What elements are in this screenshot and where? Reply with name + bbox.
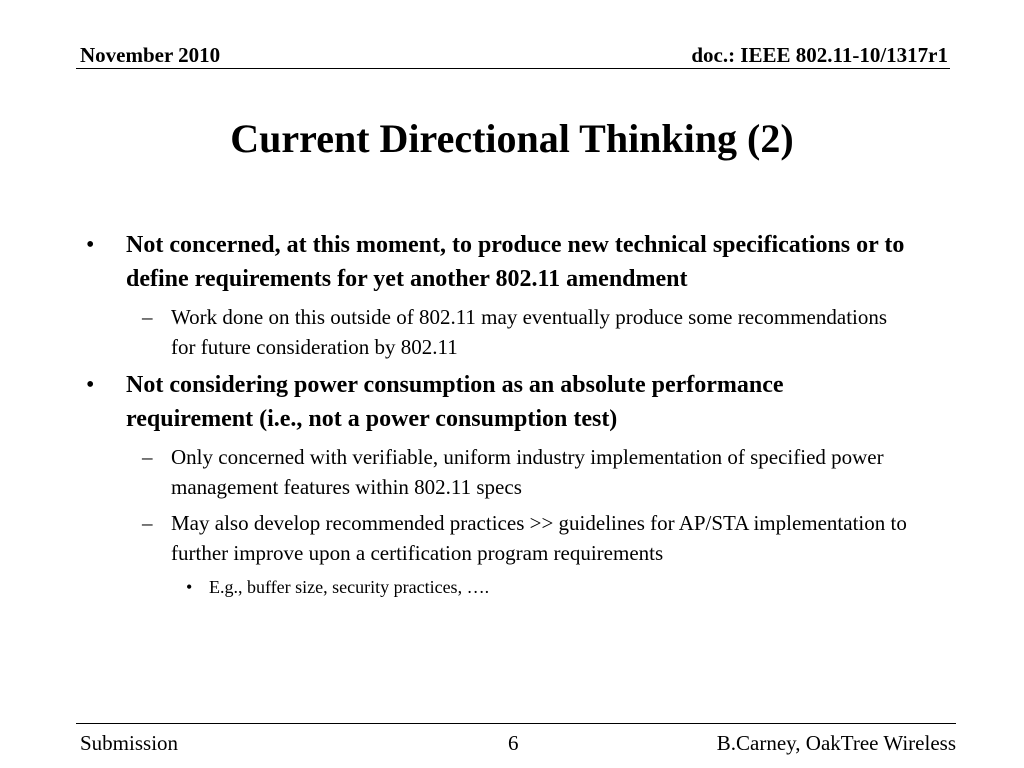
header-divider: [76, 68, 950, 69]
sub-sub-bullet-item: [186, 574, 916, 600]
sub-bullet-text: Only concerned with verifiable, uniform industry implementation of specified power management features within 802.11 specs: [171, 445, 884, 499]
sub-sub-bullet-text: E.g., buffer size, security practices, ….: [209, 577, 490, 597]
sub-bullet-item: [128, 302, 916, 362]
header-date: November 2010: [80, 43, 221, 67]
slide-body: [86, 228, 916, 600]
sub-bullet-text: May also develop recommended practices >> guidelines for AP/STA implementation to further improve upon a certification program requirements: [171, 511, 907, 565]
sub-sub-bullet-marker: •: [186, 577, 193, 597]
bullet-text: Not considering power consumption as an absolute performance requirement (i.e., not a power consumption test): [126, 372, 784, 432]
sub-bullet-text: Work done on this outside of 802.11 may eventually produce some recommendations for future consideration by 802.11: [171, 305, 888, 359]
footer-page-number: 6: [508, 731, 519, 755]
slide-title: Current Directional Thinking (2): [230, 116, 794, 161]
footer-author: B.Carney, OakTree Wireless: [716, 731, 956, 755]
footer-divider: [76, 723, 956, 724]
header-doc-id: doc.: IEEE 802.11-10/1317r1: [691, 43, 948, 67]
bullet-item: [86, 368, 916, 436]
sub-bullet-marker: –: [142, 445, 153, 469]
sub-bullet-marker: –: [142, 511, 153, 535]
bullet-marker: •: [86, 232, 95, 258]
sub-bullet-item: [128, 442, 916, 502]
bullet-item: [86, 228, 916, 296]
bullet-marker: •: [86, 372, 95, 398]
sub-bullet-marker: –: [142, 305, 153, 329]
sub-bullet-item: [128, 508, 916, 568]
footer-submission: Submission: [80, 731, 179, 755]
bullet-text: Not concerned, at this moment, to produce new technical specifications or to define requirements for yet another 802.11 amendment: [126, 232, 905, 292]
